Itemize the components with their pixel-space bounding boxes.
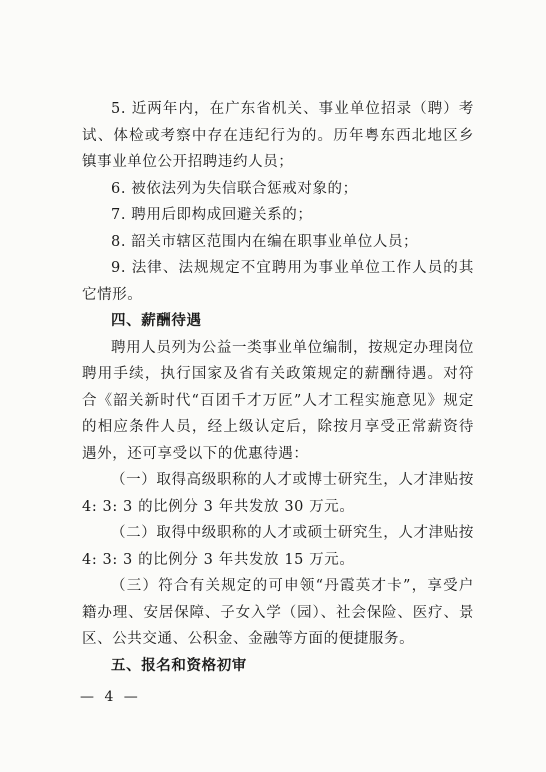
paragraph-item-6: 6. 被依法列为失信联合惩戒对象的； bbox=[111, 180, 358, 197]
paragraph-benefit-3: （三）符合有关规定的可申领“丹霞英才卡”，享受户籍办理、安居保障、子女入学（园）、社会保险、医疗、景区、公共交通、公积金、金融等方面的便捷服务。 bbox=[82, 578, 474, 647]
paragraph-item-9: 9. 法律、法规规定不宜聘用为事业单位工作人员的其它情形。 bbox=[82, 260, 474, 303]
paragraph-item-5: 5. 近两年内，在广东省机关、事业单位招录（聘）考试、体检或考察中存在违纪行为的。历年粤东西北地区乡镇事业单位公开招聘违约人员； bbox=[82, 101, 474, 170]
page-number: — 4 — bbox=[80, 689, 141, 705]
section-heading-salary: 四、薪酬待遇 bbox=[111, 313, 202, 329]
paragraph-benefit-2: （二）取得中级职称的人才或硕士研究生，人才津贴按4: 3: 3 的比例分 3 年共发放 15 万元。 bbox=[82, 525, 474, 568]
paragraph-benefit-1: （一）取得高级职称的人才或博士研究生，人才津贴按4: 3: 3 的比例分 3 年共发放 30 万元。 bbox=[82, 472, 474, 515]
document-body bbox=[82, 96, 474, 679]
section-heading-registration: 五、报名和资格初审 bbox=[111, 657, 247, 674]
paragraph-item-7: 7. 聘用后即构成回避关系的； bbox=[111, 207, 313, 223]
paragraph-salary-intro: 聘用人员列为公益一类事业单位编制，按规定办理岗位聘用手续，执行国家及省有关政策规定的薪酬待遇。对符合《韶关新时代“百团千才万匠”人才工程实施意见》规定的相应条件人员，经上级认定后，除按月享受正常薪资待遇外，还可享受以下的优惠待遇： bbox=[82, 339, 474, 462]
paragraph-item-8: 8. 韶关市辖区范围内在编在职事业单位人员； bbox=[111, 233, 419, 250]
